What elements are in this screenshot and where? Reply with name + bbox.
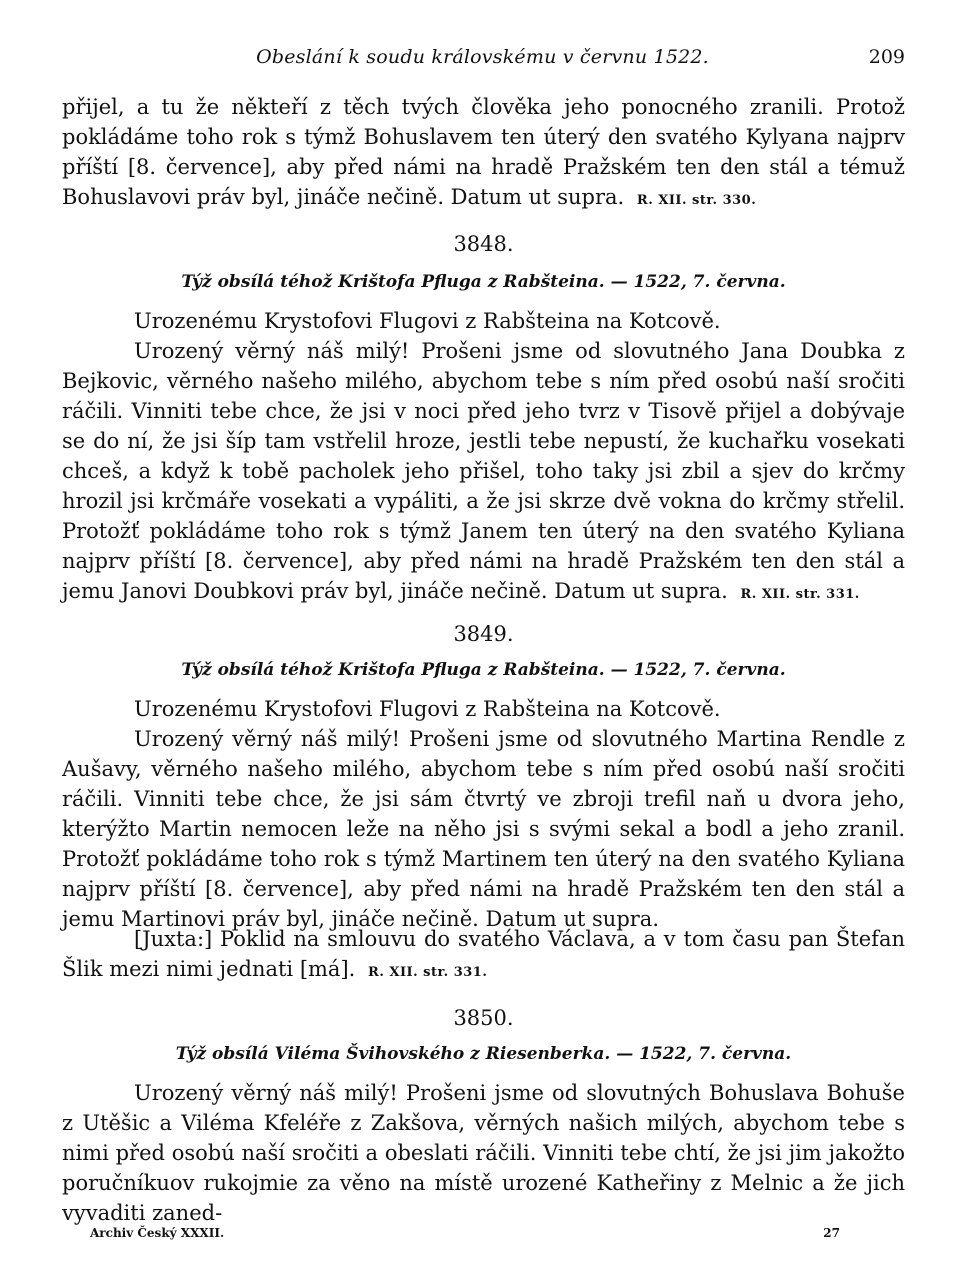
entry-address-3849: Urozenému Krystofovi Flugovi z Rabšteina na Kotcově.: [134, 697, 721, 721]
page-footer: [90, 1226, 840, 1240]
entry-reference-3849: R. XII. str. 331.: [368, 965, 488, 980]
entry-heading-3849: Týž obsílá téhož Krištofa Pfluga z Rabšteina. — 1522, 7. června.: [181, 660, 786, 680]
entry-body-3849: Urozený věrný náš milý! Prošeni jsme od slovutného Martina Rendle z Aušavy, věrného našeho milého, abychom tebe s ním před osobú naší sročiti ráčili. Vinniti tebe chce, že jsi sám čtvrtý ve zbroji trefil naň u dvora jeho, kterýžto Martin nemocen leže na něho jsi s svými sekal a bodl a jeho zranil. Protožť pokládáme toho rok s týmž Martinem ten úterý na den svatého Kyliana najprv příští [8. července], aby před námi na hradě Pražském ten den stál a jemu Martinovi práv byl, jináče nečině. Datum ut supra.: [62, 727, 905, 931]
entry-number-3849: 3849.: [453, 622, 514, 646]
intro-text: přijel, a tu že někteří z těch tvých člověka jeho ponocného zranili. Protož pokládáme toho rok s týmž Bohuslavem ten úterý den svatého Kylyana najprv příští [8. července], aby před námi na hradě Pražském ten den stál a témuž Bohuslavovi práv byl, jináče nečině. Datum ut supra.: [62, 95, 905, 209]
entry-number-3848: 3848.: [453, 232, 514, 256]
entry-heading-3848: Týž obsílá téhož Krištofa Pfluga z Rabšteina. — 1522, 7. června.: [181, 272, 786, 292]
entry-body-3850: Urozený věrný náš milý! Prošeni jsme od slovutných Bohuslava Bohuše z Utěšic a Viléma Kfeléře z Zakšova, věrných našich milých, abychom tebe s nimi před osobú naší sročiti a obeslati ráčili. Vinniti tebe chtí, že jsi jim jakožto poručníkuov rukojmie za věno na místě urozené Katheřiny z Melnic a že jich vyvaditi zaned-: [62, 1081, 905, 1225]
entry-reference-3848: R. XII. str. 331.: [740, 587, 860, 602]
intro-paragraph: [62, 92, 905, 216]
intro-reference: R. XII. str. 330.: [636, 193, 757, 208]
footer-signature: Archiv Český XXXII.: [90, 1226, 225, 1240]
entry-note-3849: [62, 924, 905, 988]
running-head-title: Obeslání k soudu královskému v červnu 1522.: [256, 46, 709, 68]
entry-heading-3850: Týž obsílá Viléma Švihovského z Riesenberka. — 1522, 7. června.: [175, 1044, 792, 1064]
running-head: [60, 46, 905, 76]
entry-number-3850: 3850.: [453, 1006, 514, 1030]
entry-address-3848: Urozenému Krystofovi Flugovi z Rabšteina na Kotcově.: [134, 309, 721, 333]
entry-body-3848: [62, 336, 905, 610]
page-number: 209: [868, 46, 905, 68]
entry-note-text-3849: [Juxta:] Poklid na smlouvu do svatého Václava, a v tom času pan Štefan Šlik mezi nimi jednati [má].: [62, 927, 905, 981]
entry-text-3848: Urozený věrný náš milý! Prošeni jsme od slovutného Jana Doubka z Bejkovic, věrného našeho milého, abychom tebe s ním před osobú naší sročiti ráčili. Vinniti tebe chce, že jsi v noci před jeho tvrz v Tisově přijel a dobývaje se do ní, že jsi šíp tam vstřelil hroze, jestli tebe nepustí, že kuchařku vosekati chceš, a když k tobě pacholek jeho přišel, toho taky jsi zbil a sjev do krčmy hrozil jsi krčmáře vosekati a vypáliti, a že jsi skrze dvě vokna do krčmy střelil. Protožť pokládáme toho rok s týmž Janem ten úterý na den svatého Kyliana najprv příští [8. července], aby před námi na hradě Pražském ten den stál a jemu Janovi Doubkovi práv byl, jináče nečině. Datum ut supra.: [62, 339, 905, 603]
footer-sheet-number: 27: [823, 1226, 840, 1240]
